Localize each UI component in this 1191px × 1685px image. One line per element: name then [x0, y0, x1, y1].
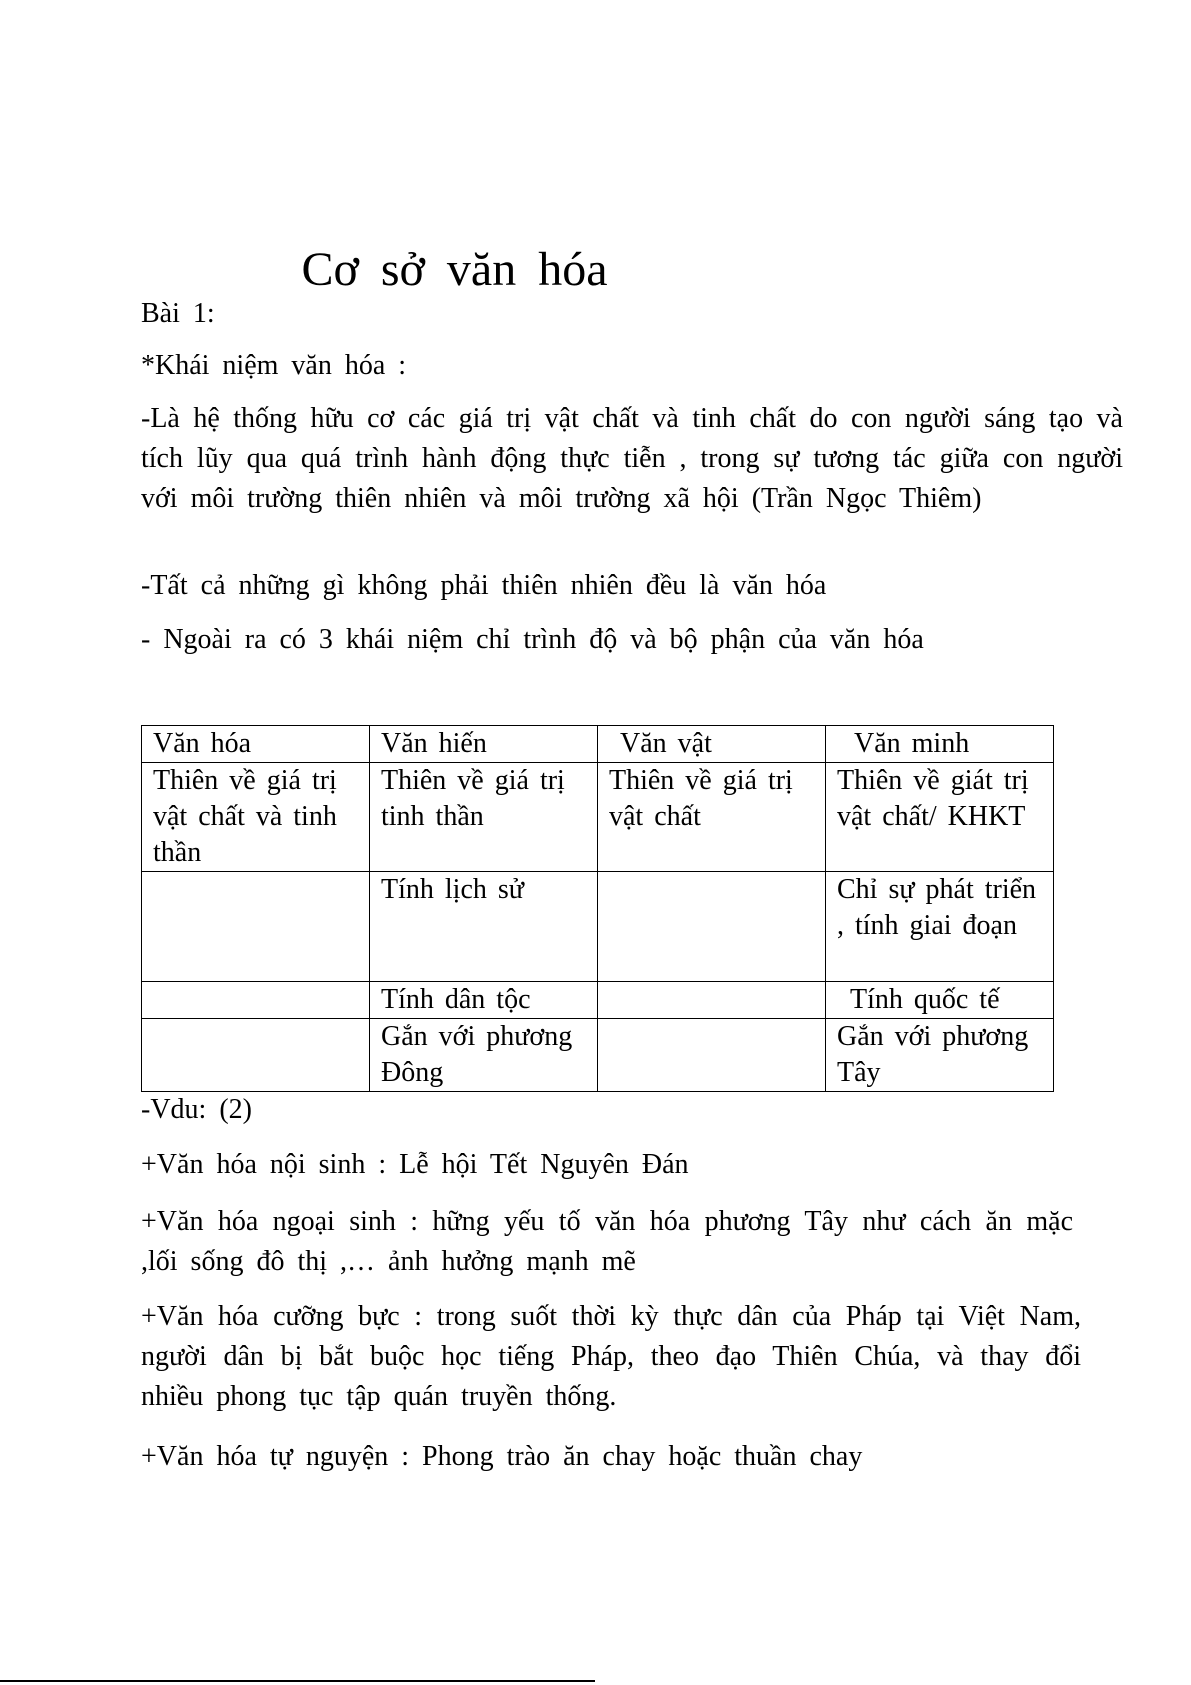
concept-heading: *Khái niệm văn hóa :	[141, 350, 407, 381]
table-cell: Tính dân tộc	[370, 982, 598, 1019]
table-cell: Tính quốc tế	[826, 982, 1054, 1019]
table-cell	[142, 982, 370, 1019]
table-cell	[598, 872, 826, 982]
table-cell: Thiên về giá trị tinh thần	[370, 763, 598, 872]
table-row	[142, 1019, 1054, 1092]
example-item: +Văn hóa nội sinh : Lễ hội Tết Nguyên Đán	[141, 1149, 689, 1180]
table-row	[142, 872, 1054, 982]
statement-three-concepts: - Ngoài ra có 3 khái niệm chỉ trình độ và bộ phận của văn hóa	[141, 624, 924, 655]
example-heading: -Vdu: (2)	[141, 1094, 252, 1125]
definition-paragraph: -Là hệ thống hữu cơ các giá trị vật chất và tinh chất do con người sáng tạo và tích lũy qua quá trình hành động thực tiễn , trong sự tương tác giữa con người với môi trường thiên nhiên và môi trường xã hội (Trần Ngọc Thiêm)	[141, 403, 1123, 514]
table-header-cell: Văn vật	[598, 726, 826, 763]
table-row	[142, 763, 1054, 872]
table-cell	[598, 982, 826, 1019]
statement-all-not-nature: -Tất cả những gì không phải thiên nhiên đều là văn hóa	[141, 570, 827, 601]
table-header-row	[142, 726, 1054, 763]
table-cell	[598, 1019, 826, 1092]
table-cell: Gắn với phương Tây	[826, 1019, 1054, 1092]
footnote-divider	[0, 1680, 595, 1682]
table-cell	[142, 1019, 370, 1092]
lesson-label: Bài 1:	[141, 298, 215, 329]
table-header-cell: Văn hiến	[370, 726, 598, 763]
table-cell: Chỉ sự phát triển , tính giai đoạn	[826, 872, 1054, 982]
table-header-cell: Văn minh	[826, 726, 1054, 763]
table-row	[142, 982, 1054, 1019]
table-cell: Thiên về giát trị vật chất/ KHKT	[826, 763, 1054, 872]
table-cell: Gắn với phương Đông	[370, 1019, 598, 1092]
table-cell: Thiên về giá trị vật chất	[598, 763, 826, 872]
culture-concepts-table	[141, 725, 1054, 1092]
example-item: +Văn hóa tự nguyện : Phong trào ăn chay hoặc thuần chay	[141, 1441, 863, 1472]
example-item: +Văn hóa ngoại sinh : hững yếu tố văn hóa phương Tây như cách ăn mặc ,lối sống đô thị ,… ảnh hưởng mạnh mẽ	[141, 1206, 1073, 1277]
table-cell: Thiên về giá trị vật chất và tinh thần	[142, 763, 370, 872]
example-item: +Văn hóa cưỡng bực : trong suốt thời kỳ thực dân của Pháp tại Việt Nam, người dân bị bắt buộc học tiếng Pháp, theo đạo Thiên Chúa, và thay đổi nhiều phong tục tập quán truyền thống.	[141, 1301, 1081, 1412]
table-header-cell: Văn hóa	[142, 726, 370, 763]
document-title: Cơ sở văn hóa	[301, 243, 608, 296]
table-cell	[142, 872, 370, 982]
table-cell: Tính lịch sử	[370, 872, 598, 982]
